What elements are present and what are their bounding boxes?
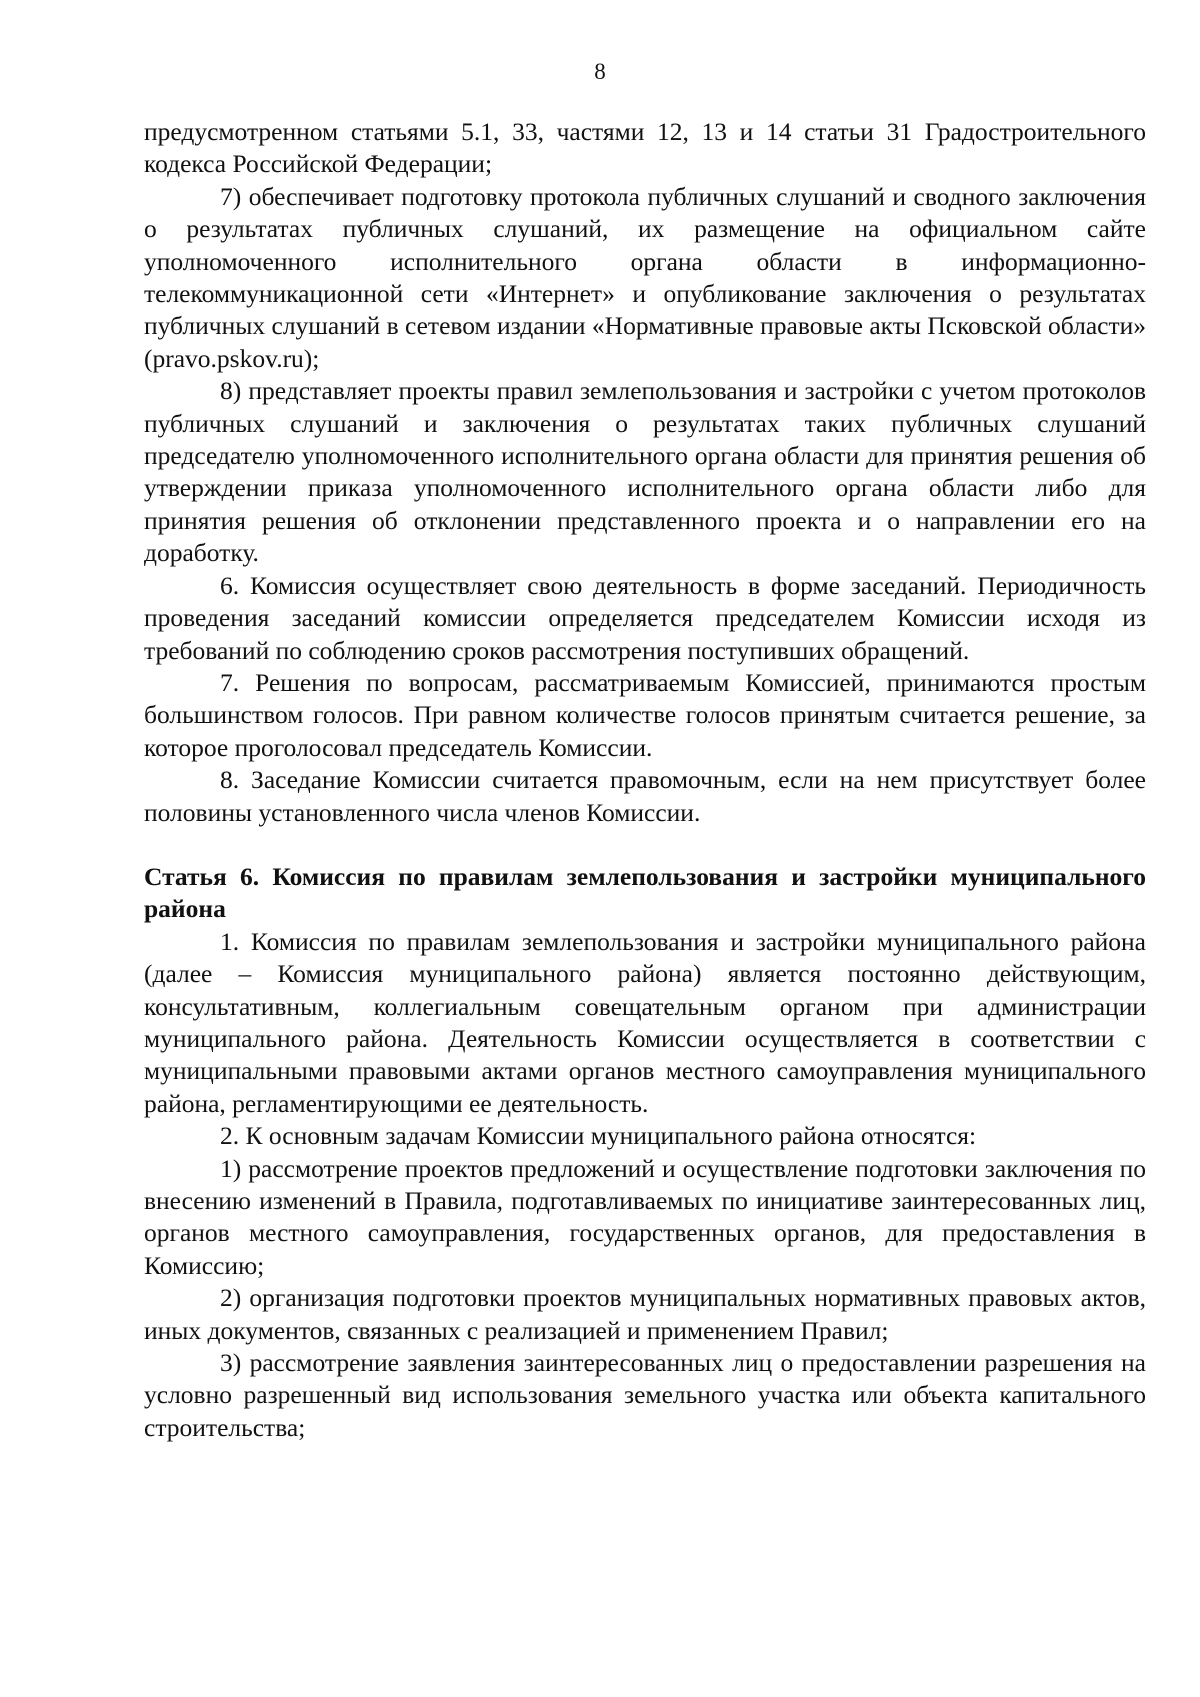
paragraph-continuation: предусмотренном статьями 5.1, 33, частями 12, 13 и 14 статьи 31 Градостроительного кодекса Российской Федерации;: [144, 117, 1146, 179]
paragraph-clause-8: 8. Заседание Комиссии считается правомочным, если на нем присутствует более половины установленного числа членов Комиссии.: [144, 765, 1146, 827]
paragraph-article6-task-3: 3) рассмотрение заявления заинтересованных лиц о предоставлении разрешения на условно разрешенный вид использования земельного участка или объекта капитального строительства;: [144, 1348, 1146, 1442]
paragraph-article6-task-2: 2) организация подготовки проектов муниципальных нормативных правовых актов, иных документов, связанных с реализацией и применением Правил;: [144, 1283, 1146, 1345]
paragraph-item-8: 8) представляет проекты правил землепользования и застройки с учетом протоколов публичных слушаний и заключения о результатах таких публичных слушаний председателю уполномоченного исполнительного органа области для принятия решения об утверждении приказа уполномоченного исполнительного органа области либо для принятия решения об отклонении представленного проекта и о направлении его на доработку.: [144, 376, 1146, 568]
paragraph-article6-clause-2: 2. К основным задачам Комиссии муниципального района относятся:: [220, 1121, 977, 1151]
paragraph-article6-clause-1: 1. Комиссия по правилам землепользования и застройки муниципального района (далее – Комиссия муниципального района) является постоянно действующим, консультативным, коллегиальным совещательным органом при администрации муниципального района. Деятельность Комиссии осуществляется в соответствии с муниципальными правовыми актами органов местного самоуправления муниципального района, регламентирующими ее деятельность.: [144, 926, 1146, 1118]
paragraph-clause-6: 6. Комиссия осуществляет свою деятельность в форме заседаний. Периодичность проведения заседаний комиссии определяется председателем Комиссии исходя из требований по соблюдению сроков рассмотрения поступивших обращений.: [144, 570, 1146, 665]
paragraph-article6-task-1: 1) рассмотрение проектов предложений и осуществление подготовки заключения по внесению изменений в Правила, подготавливаемых по инициативе заинтересованных лиц, органов местного самоуправления, государственных органов, для предоставления в Комиссию;: [144, 1153, 1146, 1280]
paragraph-item-7: 7) обеспечивает подготовку протокола публичных слушаний и сводного заключения о результатах публичных слушаний, их размещение на официальном сайте уполномоченного исполнительного органа области в информационно-телекоммуникационной сети «Интернет» и опубликование заключения о результатах публичных слушаний в сетевом издании «Нормативные правовые акты Псковской области» (pravo.pskov.ru);: [144, 181, 1146, 373]
article-heading: Статья 6. Комиссия по правилам землепользования и застройки муниципального района: [144, 861, 1146, 924]
document-body: [144, 116, 1146, 1444]
paragraph-clause-7: 7. Решения по вопросам, рассматриваемым Комиссией, принимаются простым большинством голосов. При равном количестве голосов принятым считается решение, за которое проголосовал председатель Комиссии.: [144, 667, 1146, 762]
page-number: 8: [594, 59, 606, 84]
